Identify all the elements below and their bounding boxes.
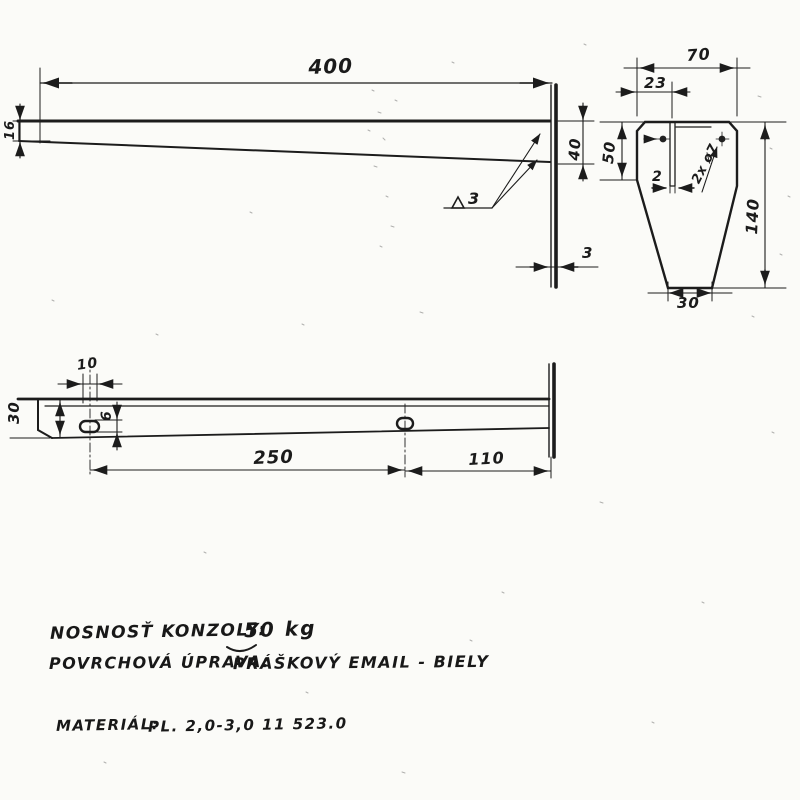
dim-slot-to-wall-label: 110 [467, 448, 506, 469]
dim-length-label: 400 [307, 53, 354, 79]
dim-arm-width-label: 30 [5, 401, 23, 424]
material-value: PL. 2,0-3,0 11 523.0 [147, 714, 348, 736]
kg-underline-swash [227, 645, 256, 651]
dim-total-height-label: 140 [742, 197, 763, 235]
weld-symbol-triangle [452, 197, 464, 208]
weld-size-label: 3 [468, 189, 481, 208]
dim-plate-thickness-label: 3 [582, 244, 594, 262]
dim-slot-width-label: 2 [652, 169, 663, 185]
load-capacity-value: 50 kg [243, 615, 317, 643]
dim-end-height-label: 40 [565, 137, 585, 162]
surface-finish-value: PRÁŠKOVÝ EMAIL - BIELY [232, 651, 490, 674]
dim-slot-length-label: 10 [75, 355, 100, 374]
holes-callout-label: 2x ø7 [689, 141, 722, 187]
dim-hole-offset-label: 23 [644, 74, 667, 92]
load-capacity-label: NOSNOSŤ KONZOLY: [49, 620, 267, 644]
dim-top-width-label: 70 [685, 44, 712, 65]
dim-slot-spacing-label: 250 [252, 446, 295, 469]
dim-upper-height-label: 50 [599, 140, 620, 165]
side-view [13, 68, 598, 287]
dim-bottom-width-label: 30 [677, 294, 700, 312]
dim-tip-height-label: 16 [3, 119, 18, 140]
slot-left [80, 421, 99, 432]
material-label: MATERIÁL: [55, 715, 160, 735]
surface-finish-label: POVRCHOVÁ ÚPRAVA: [48, 652, 271, 673]
dim-slot-height-label: 6 [99, 410, 115, 421]
